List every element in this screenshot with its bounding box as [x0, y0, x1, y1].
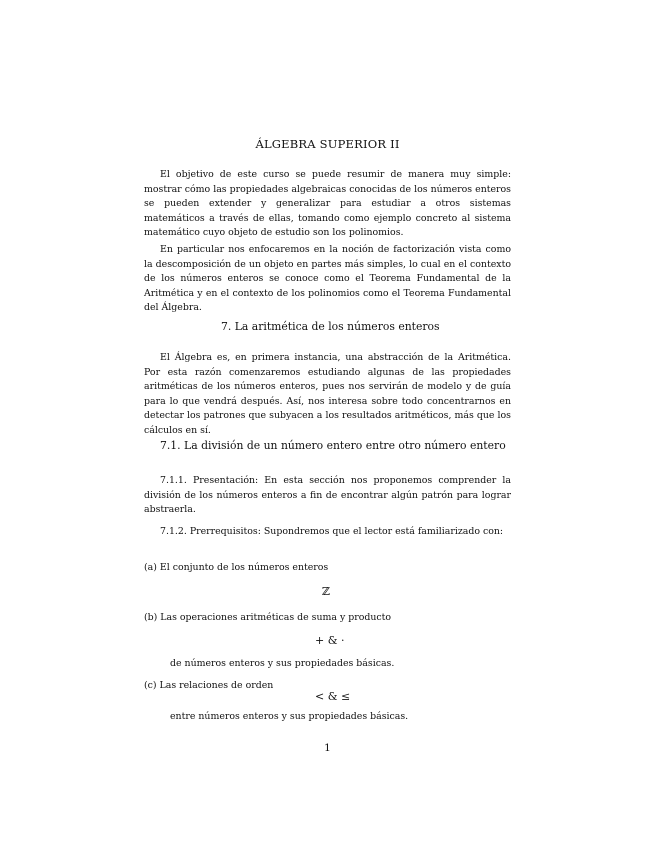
intro-paragraph-2: En particular nos enfocaremos en la noción de factorización vista como la descomposición de un objeto en partes más simples, lo cual en el contexto de los números enteros se conoce como el Teorema Fundamental de la Aritmética y en el contexto de los polinomios como el Teorema Fundamental del Álgebra.	[144, 244, 511, 314]
subsection-7-1-2-paragraph: 7.1.2. Prerrequisitos: Supondremos que el lector está familiarizado con:	[160, 526, 504, 537]
order-relations-symbols: < & ≤	[315, 690, 351, 703]
prereq-item-a: (a) El conjunto de los números enteros	[144, 562, 329, 573]
prereq-item-c: (c) Las relaciones de orden	[144, 680, 274, 691]
page-number: 1	[324, 742, 331, 754]
intro-paragraph-1: El objetivo de este curso se puede resumir de manera muy simple: mostrar cómo las propiedades algebraicas conocidas de los números enteros se pueden extender y generalizar para estudiar a otros sistemas matemáticos a través de ellas, tomando como ejemplo concreto al sistema matemático cuyo objeto de estudio son los polinomios.	[144, 169, 511, 239]
integers-symbol: ℤ	[322, 585, 331, 598]
section-7-paragraph: El Álgebra es, en primera instancia, una abstracción de la Aritmética. Por esta razón comenzaremos estudiando algunas de las propiedades aritméticas de los números enteros, pues nos servirán de modelo y de guía para lo que vendrá después. Así, nos interesa sobre todo concentrarnos en detectar los patrones que subyacen a los resultados aritméticos, más que los cálculos en sí.	[144, 352, 511, 436]
prereq-item-b-continuation: de números enteros y sus propiedades básicas.	[170, 658, 395, 669]
prereq-item-b: (b) Las operaciones aritméticas de suma y producto	[144, 612, 392, 623]
subsection-7-1-heading: 7.1. La división de un número entero entre otro número entero	[160, 439, 506, 452]
subsection-7-1-1-paragraph: 7.1.1. Presentación: En esta sección nos proponemos comprender la división de los números enteros a fin de encontrar algún patrón para lograr abstraerla.	[144, 475, 511, 516]
prereq-item-c-continuation: entre números enteros y sus propiedades básicas.	[170, 711, 409, 722]
document-title: ÁLGEBRA SUPERIOR II	[255, 137, 400, 151]
operations-symbols: + & ·	[315, 634, 345, 647]
section-7-heading: 7. La aritmética de los números enteros	[221, 320, 440, 333]
